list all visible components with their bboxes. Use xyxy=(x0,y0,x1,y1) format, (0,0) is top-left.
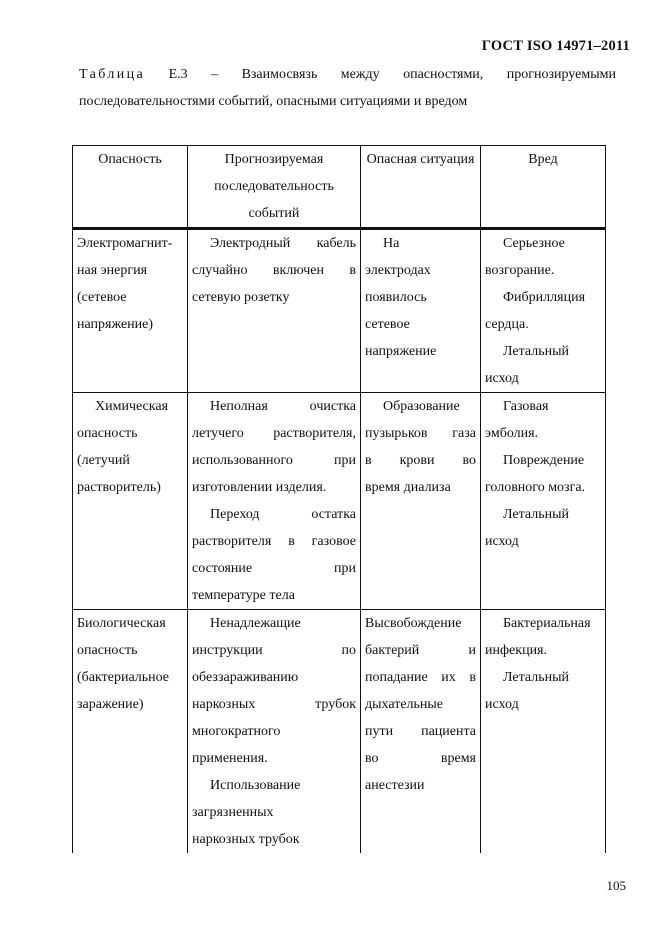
cell-line: сетевое xyxy=(365,317,410,332)
cell-sequence xyxy=(188,393,361,610)
cell-line: заражение) xyxy=(77,697,144,712)
cell-line: эмболия. xyxy=(485,426,539,441)
header-sequence: Прогнозируемая последовательность событий xyxy=(188,146,361,229)
cell-line: изготовлении изделия. xyxy=(192,480,327,495)
cell-line: в крови во xyxy=(365,453,476,468)
cell-line: опасность xyxy=(77,426,138,441)
cell-hazard xyxy=(73,229,188,393)
cell-situation xyxy=(361,610,481,854)
cell-line: Биологическая xyxy=(77,616,166,631)
cell-harm xyxy=(481,229,606,393)
cell-line: пузырьков газа xyxy=(365,426,476,441)
cell-line: сетевую розетку xyxy=(192,290,290,305)
table-row xyxy=(73,393,606,610)
cell-line: растворитель) xyxy=(77,480,161,495)
cell-line: возгорание. xyxy=(485,263,555,278)
cell-hazard xyxy=(73,610,188,854)
page-number: 105 xyxy=(606,878,626,893)
caption-table-number: Е.3 xyxy=(168,67,188,82)
cell-line: исход xyxy=(485,697,519,712)
cell-harm xyxy=(481,610,606,854)
caption-word: между xyxy=(340,67,380,82)
cell-line: исход xyxy=(485,534,519,549)
cell-line: летучего растворителя, xyxy=(192,426,356,441)
caption-word: опасностями, xyxy=(403,67,484,82)
table-row xyxy=(73,610,606,854)
cell-sequence xyxy=(188,229,361,393)
cell-line: многократного xyxy=(192,724,281,739)
cell-line: время диализа xyxy=(365,480,451,495)
cell-line: Летальный xyxy=(503,344,570,359)
cell-line: растворителя в газовое xyxy=(192,534,356,549)
caption-word: прогнозируемыми xyxy=(506,67,616,82)
cell-line: состояние при xyxy=(192,561,356,576)
cell-line: Переход остатка xyxy=(210,507,356,522)
caption-word: Взаимосвязь xyxy=(241,67,318,82)
cell-line: (сетевое xyxy=(77,290,127,305)
cell-line: головного мозга. xyxy=(485,480,586,495)
caption-table-word: Таблица xyxy=(79,67,146,82)
cell-line: Электромагнит- xyxy=(77,236,173,251)
cell-line: Серьезное xyxy=(503,236,565,251)
cell-line: Летальный xyxy=(503,670,570,685)
cell-line: во время xyxy=(365,751,476,766)
cell-line: анестезии xyxy=(365,778,425,793)
header-hazard: Опасность xyxy=(73,146,188,229)
cell-situation xyxy=(361,229,481,393)
cell-line: напряжение) xyxy=(77,317,154,332)
header-situation: Опасная ситуация xyxy=(361,146,481,229)
cell-line: Фибрилляция xyxy=(503,290,586,305)
cell-line: пути пациента xyxy=(365,724,476,739)
cell-line: случайно включен в xyxy=(192,263,356,278)
cell-harm xyxy=(481,393,606,610)
cell-line: Газовая xyxy=(503,399,549,414)
caption-line-1 xyxy=(79,61,616,88)
caption-dash: – xyxy=(211,67,219,82)
cell-line: Повреждение xyxy=(503,453,585,468)
cell-line: Образование xyxy=(383,399,460,414)
cell-line: Ненадлежащие xyxy=(210,616,301,631)
cell-line: наркозных трубок xyxy=(192,832,300,847)
table-caption xyxy=(79,61,616,115)
cell-line: (бактериальное xyxy=(77,670,170,685)
cell-line: использованного при xyxy=(192,453,356,468)
cell-line: обеззараживанию xyxy=(192,670,299,685)
cell-line: попадание их в xyxy=(365,670,476,685)
table-header-row xyxy=(73,146,606,229)
cell-line: ная энергия xyxy=(77,263,148,278)
table-row xyxy=(73,229,606,393)
cell-line: исход xyxy=(485,371,519,386)
cell-situation xyxy=(361,393,481,610)
cell-line: температуре тела xyxy=(192,588,295,603)
hazard-table xyxy=(72,145,606,853)
cell-line: бактерий и xyxy=(365,643,476,658)
cell-line: Летальный xyxy=(503,507,570,522)
cell-line: загрязненных xyxy=(192,805,274,820)
hazard-table-container xyxy=(72,145,605,848)
cell-line: электродах xyxy=(365,263,431,278)
cell-line: Бактериальная xyxy=(503,616,591,631)
cell-line: На xyxy=(383,236,400,251)
document-id: ГОСТ ISO 14971–2011 xyxy=(481,38,630,54)
cell-line: опасность xyxy=(77,643,138,658)
cell-hazard xyxy=(73,393,188,610)
cell-line: Использование xyxy=(210,778,301,793)
cell-line: Электродный кабель xyxy=(210,236,356,251)
cell-line: напряжение xyxy=(365,344,437,359)
cell-line: Высвобождение xyxy=(365,616,462,631)
cell-line: инструкции по xyxy=(192,643,356,658)
header-harm: Вред xyxy=(481,146,606,229)
cell-line: (летучий xyxy=(77,453,130,468)
cell-line: инфекция. xyxy=(485,643,547,658)
cell-line: дыхательные xyxy=(365,697,444,712)
cell-line: сердца. xyxy=(485,317,529,332)
caption-line-2: последовательностями событий, опасными ситуациями и вредом xyxy=(79,94,468,109)
cell-line: Химическая xyxy=(95,399,169,414)
cell-sequence xyxy=(188,610,361,854)
cell-line: появилось xyxy=(365,290,427,305)
cell-line: Неполная очистка xyxy=(210,399,356,414)
cell-line: наркозных трубок xyxy=(192,697,356,712)
cell-line: применения. xyxy=(192,751,268,766)
